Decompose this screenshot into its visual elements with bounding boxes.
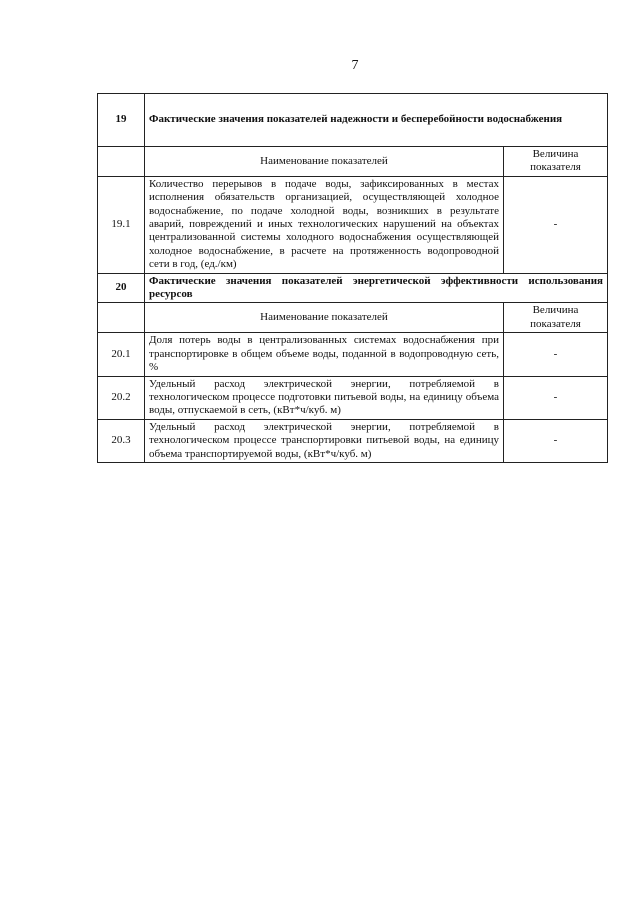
section-number: 20 <box>98 273 145 303</box>
name-column-header: Наименование показателей <box>145 147 504 177</box>
value-column-header: Величина показателя <box>503 303 607 333</box>
page-number: 7 <box>351 58 359 73</box>
item-description: Доля потерь воды в централизованных системах водоснабжения при транспортировке в общем объеме воды, поданной в водопроводную сеть, % <box>145 333 504 376</box>
item-value: - <box>503 176 607 273</box>
column-header-row <box>98 147 608 177</box>
header-empty-cell <box>98 147 145 177</box>
value-column-header: Величина показателя <box>503 147 607 177</box>
table-row <box>98 176 608 273</box>
table-row <box>98 419 608 462</box>
section-title: Фактические значения показателей надежности и бесперебойности водоснабжения <box>145 94 608 147</box>
header-empty-cell <box>98 303 145 333</box>
table-row <box>98 376 608 419</box>
section-row <box>98 94 608 147</box>
section-title: Фактические значения показателей энергетической эффективности использования ресурсов <box>145 273 608 303</box>
table-row <box>98 333 608 376</box>
column-header-row <box>98 303 608 333</box>
item-number: 19.1 <box>98 176 145 273</box>
item-number: 20.1 <box>98 333 145 376</box>
item-value: - <box>503 376 607 419</box>
indicators-table <box>97 93 608 463</box>
name-column-header: Наименование показателей <box>145 303 504 333</box>
item-number: 20.2 <box>98 376 145 419</box>
item-description: Удельный расход электрической энергии, потребляемой в технологическом процессе подготовки питьевой воды, на единицу объема воды, отпускаемой в сеть, (кВт*ч/куб. м) <box>145 376 504 419</box>
item-value: - <box>503 333 607 376</box>
item-value: - <box>503 419 607 462</box>
item-number: 20.3 <box>98 419 145 462</box>
section-number: 19 <box>98 94 145 147</box>
section-row <box>98 273 608 303</box>
item-description: Количество перерывов в подаче воды, зафиксированных в местах исполнения обязательств организацией, осуществляющей холодное водоснабжение, по подаче холодной воды, возникших в результате аварий, повреждений и иных технологических нарушений на объектах централизованной системы холодного водоснабжения осуществляющей холодное водоснабжение, в расчете на протяженность водопроводной сети в год, (ед./км) <box>145 176 504 273</box>
item-description: Удельный расход электрической энергии, потребляемой в технологическом процессе транспортировки питьевой воды, на единицу объема транспортируемой воды, (кВт*ч/куб. м) <box>145 419 504 462</box>
